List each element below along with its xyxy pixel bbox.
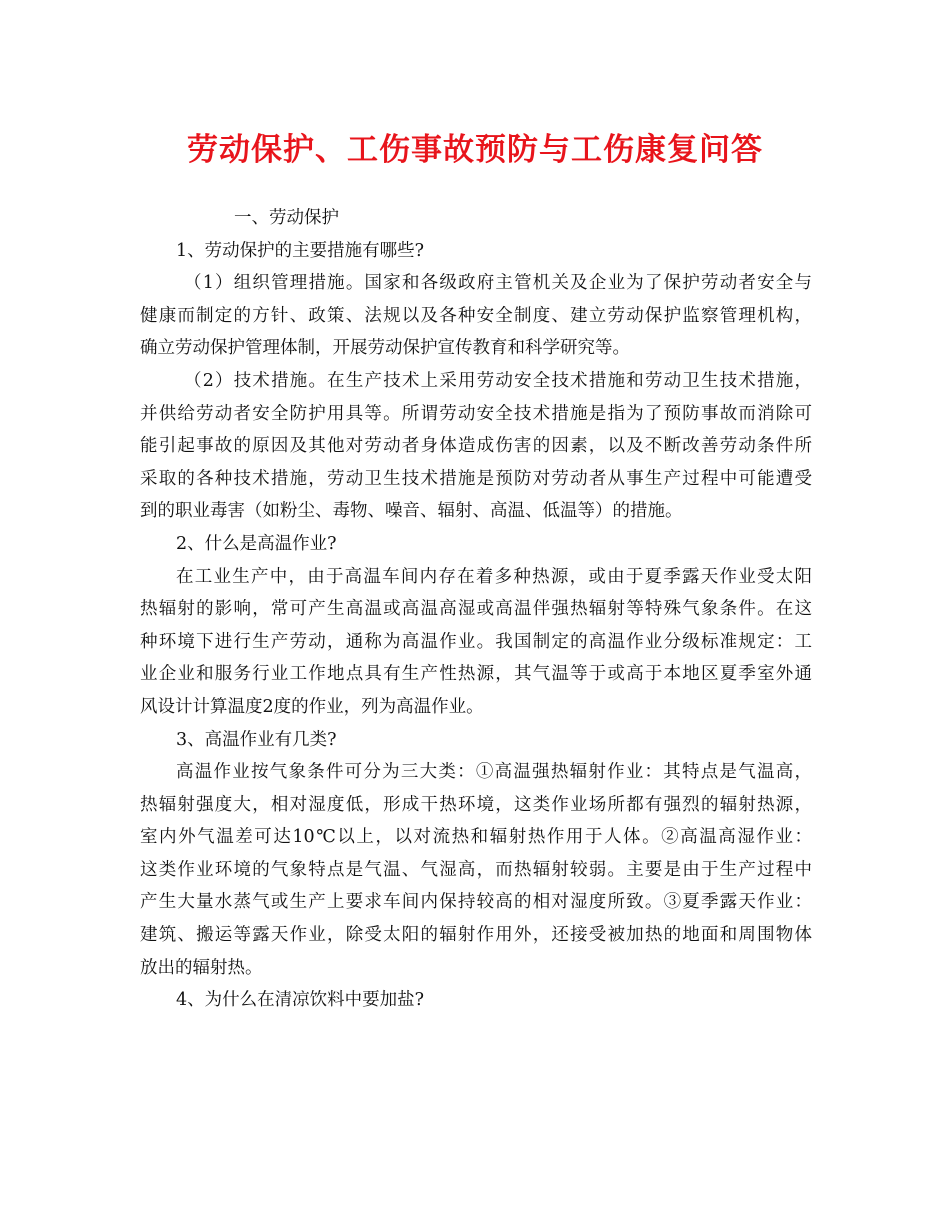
section-heading: 一、劳动保护 (234, 208, 339, 228)
paragraph-line: 业企业和服务行业工作地点具有生产性热源，其气温等于或高于本地区夏季室外通 (140, 664, 812, 685)
question-heading: 2、什么是高温作业? (176, 533, 337, 554)
paragraph-line: 热辐射强度大，相对湿度低，形成干热环境，这类作业场所都有强烈的辐射热源， (140, 794, 812, 815)
paragraph-line: 能引起事故的原因及其他对劳动者身体造成伤害的因素，以及不断改善劳动条件所 (140, 436, 812, 457)
paragraph-line: 风设计计算温度2度的作业，列为高温作业。 (140, 696, 484, 717)
question-heading: 3、高温作业有几类? (176, 729, 337, 750)
paragraph-line: 采取的各种技术措施，劳动卫生技术措施是预防对劳动者从事生产过程中可能遭受 (140, 468, 812, 489)
paragraph-line: 高温作业按气象条件可分为三大类：①高温强热辐射作业：其特点是气温高， (176, 762, 812, 783)
paragraph-line: 确立劳动保护管理体制，开展劳动保护宣传教育和科学研究等。 (140, 338, 630, 359)
paragraph-line: 室内外气温差可达10℃以上，以对流热和辐射热作用于人体。②高温高湿作业： (140, 827, 812, 848)
paragraph-line: 并供给劳动者安全防护用具等。所谓劳动安全技术措施是指为了预防事故而消除可 (140, 403, 812, 424)
paragraph-line: 在工业生产中，由于高温车间内存在着多种热源，或由于夏季露天作业受太阳 (176, 566, 812, 587)
paragraph-line: 种环境下进行生产劳动，通称为高温作业。我国制定的高温作业分级标准规定：工 (140, 631, 812, 652)
paragraph-line: 健康而制定的方针、政策、法规以及各种安全制度、建立劳动保护监察管理机构， (140, 305, 812, 326)
paragraph-line: 到的职业毒害（如粉尘、毒物、噪音、辐射、高温、低温等）的措施。 (140, 501, 683, 522)
document-body (140, 202, 812, 1017)
paragraph-line: 热辐射的影响，常可产生高温或高温高湿或高温伴强热辐射等特殊气象条件。在这 (140, 599, 812, 620)
question-heading: 1、劳动保护的主要措施有哪些? (176, 240, 425, 261)
document-title: 劳动保护、工伤事故预防与工伤康复问答 (187, 132, 763, 168)
paragraph-line: （2）技术措施。在生产技术上采用劳动安全技术措施和劳动卫生技术措施， (184, 370, 812, 391)
paragraph-line: 这类作业环境的气象特点是气温、气湿高，而热辐射较弱。主要是由于生产过程中 (140, 859, 812, 880)
paragraph-line: 建筑、搬运等露天作业，除受太阳的辐射作用外，还接受被加热的地面和周围物体 (140, 925, 812, 946)
paragraph-line: 产生大量水蒸气或生产上要求车间内保持较高的相对湿度所致。③夏季露天作业： (140, 892, 812, 913)
paragraph-line: 放出的辐射热。 (140, 957, 263, 978)
question-heading: 4、为什么在清凉饮料中要加盐? (176, 990, 425, 1011)
paragraph-line: （1）组织管理措施。国家和各级政府主管机关及企业为了保护劳动者安全与 (184, 273, 812, 294)
